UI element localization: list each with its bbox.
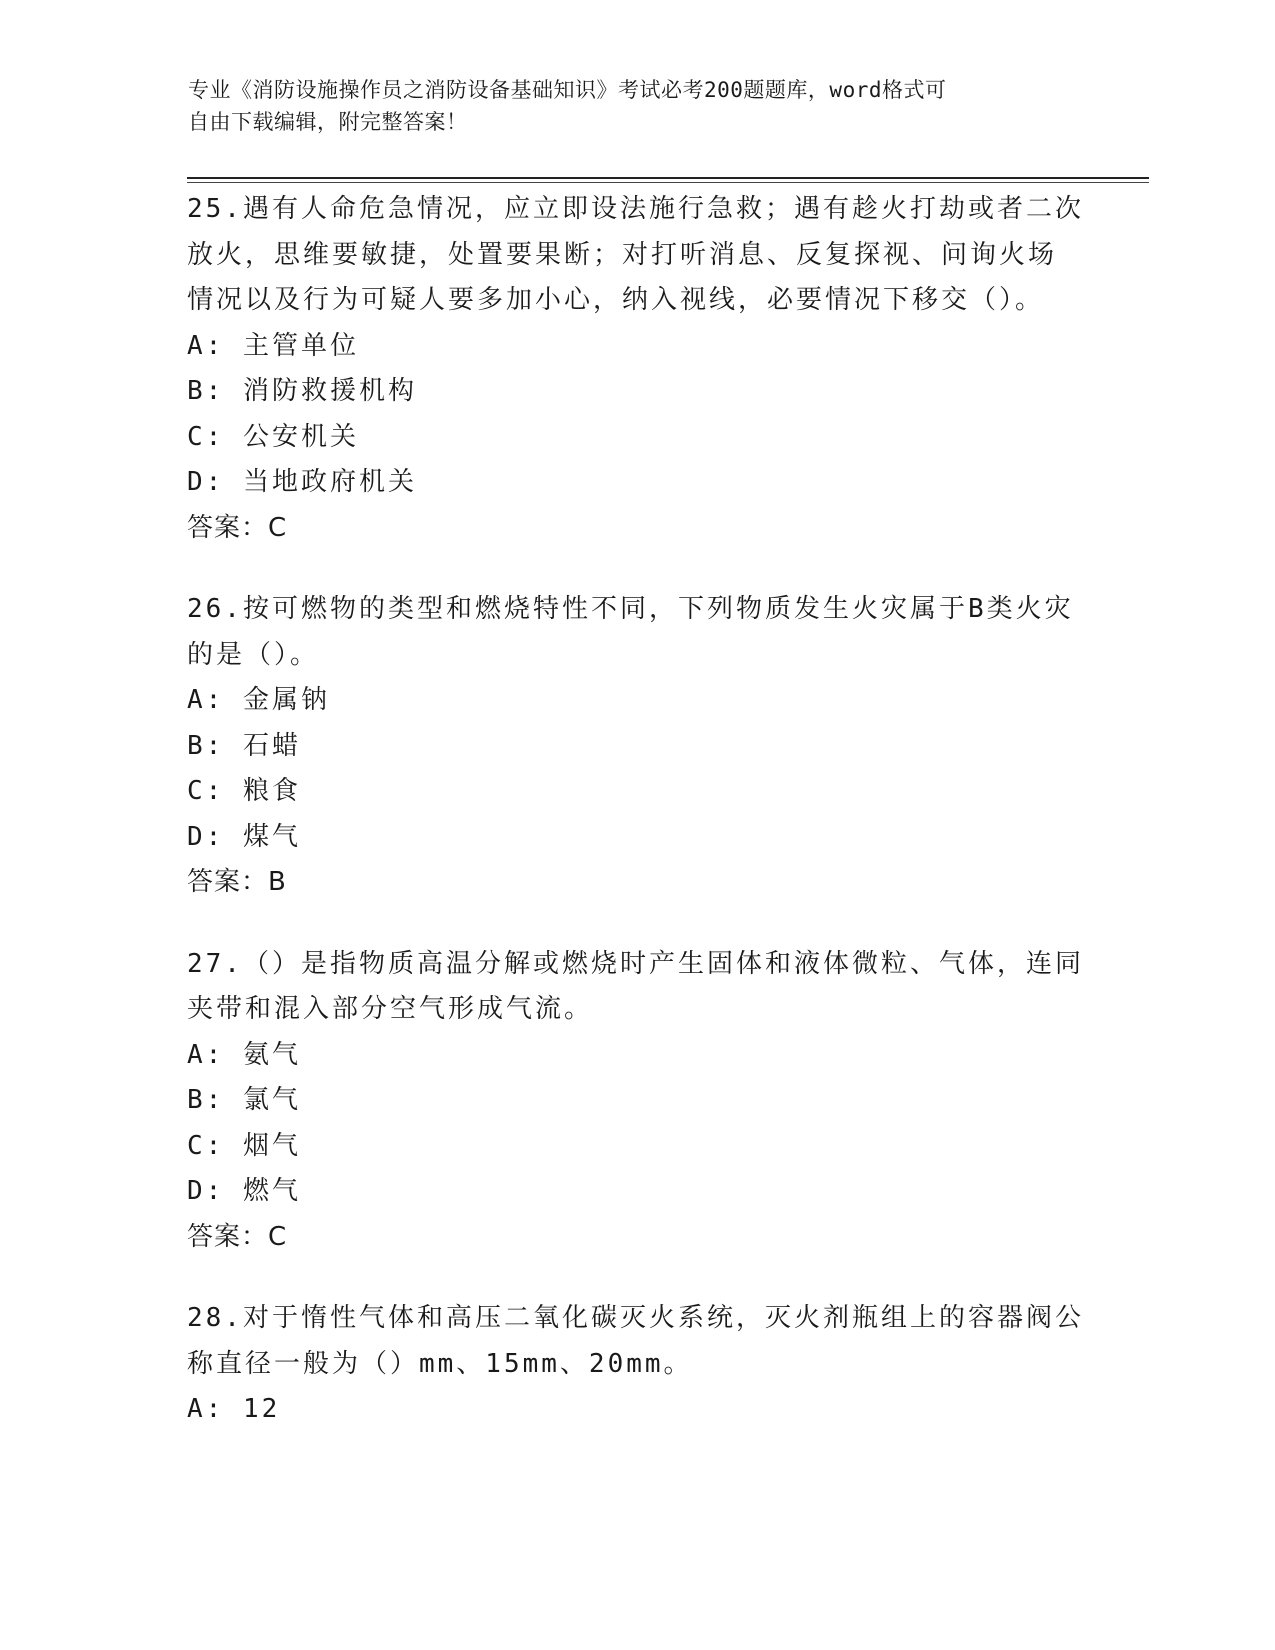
question-26	[187, 587, 1087, 906]
option-b: B: 消防救援机构	[187, 376, 417, 406]
option-c: C: 烟气	[187, 1130, 301, 1161]
question-text-line: 夹带和混入部分空气形成气流。	[187, 994, 594, 1024]
question-text-line: 27.（）是指物质高温分解或燃烧时产生固体和液体微粒、气体，连同	[187, 948, 1084, 979]
answer-line: 答案：B	[187, 867, 287, 897]
option-b: B: 氯气	[187, 1085, 301, 1115]
question-list	[187, 187, 1087, 1469]
option-a: A: 主管单位	[187, 330, 359, 361]
answer-line: 答案：C	[187, 1221, 288, 1252]
option-b: B: 石蜡	[187, 730, 301, 761]
header-title-line-1: 专业《消防设施操作员之消防设备基础知识》考试必考200题题库，word格式可	[188, 78, 947, 102]
option-c: C: 粮食	[187, 776, 301, 806]
question-28	[187, 1296, 1087, 1433]
option-a: A: 12	[187, 1394, 281, 1424]
question-text-line: 情况以及行为可疑人要多加小心，纳入视线，必要情况下移交（）。	[187, 285, 1045, 315]
option-c: C: 公安机关	[187, 421, 359, 452]
option-d: D: 煤气	[187, 821, 301, 852]
option-a: A: 氨气	[187, 1039, 301, 1070]
option-d: D: 燃气	[187, 1176, 301, 1206]
question-text-line: 25.遇有人命危急情况，应立即设法施行急救；遇有趁火打劫或者二次	[187, 194, 1084, 224]
question-text-line: 26.按可燃物的类型和燃烧特性不同，下列物质发生火灾属于B类火灾	[187, 594, 1074, 624]
question-27	[187, 942, 1087, 1261]
header-divider-thin	[187, 182, 1149, 183]
header-divider-thick	[187, 177, 1149, 179]
document-header	[188, 74, 1068, 138]
header-title-line-2: 自由下载编辑，附完整答案！	[188, 110, 468, 134]
question-text-line: 放火，思维要敏捷，处置要果断；对打听消息、反复探视、问询火场	[187, 239, 1058, 270]
answer-line: 答案：C	[187, 512, 288, 543]
option-d: D: 当地政府机关	[187, 467, 417, 497]
question-text-line: 的是（）。	[187, 639, 320, 670]
question-text-line: 称直径一般为（）mm、15mm、20mm。	[187, 1348, 693, 1379]
question-25	[187, 187, 1087, 551]
option-a: A: 金属钠	[187, 685, 330, 715]
question-text-line: 28.对于惰性气体和高压二氧化碳灭火系统，灭火剂瓶组上的容器阀公	[187, 1303, 1084, 1333]
